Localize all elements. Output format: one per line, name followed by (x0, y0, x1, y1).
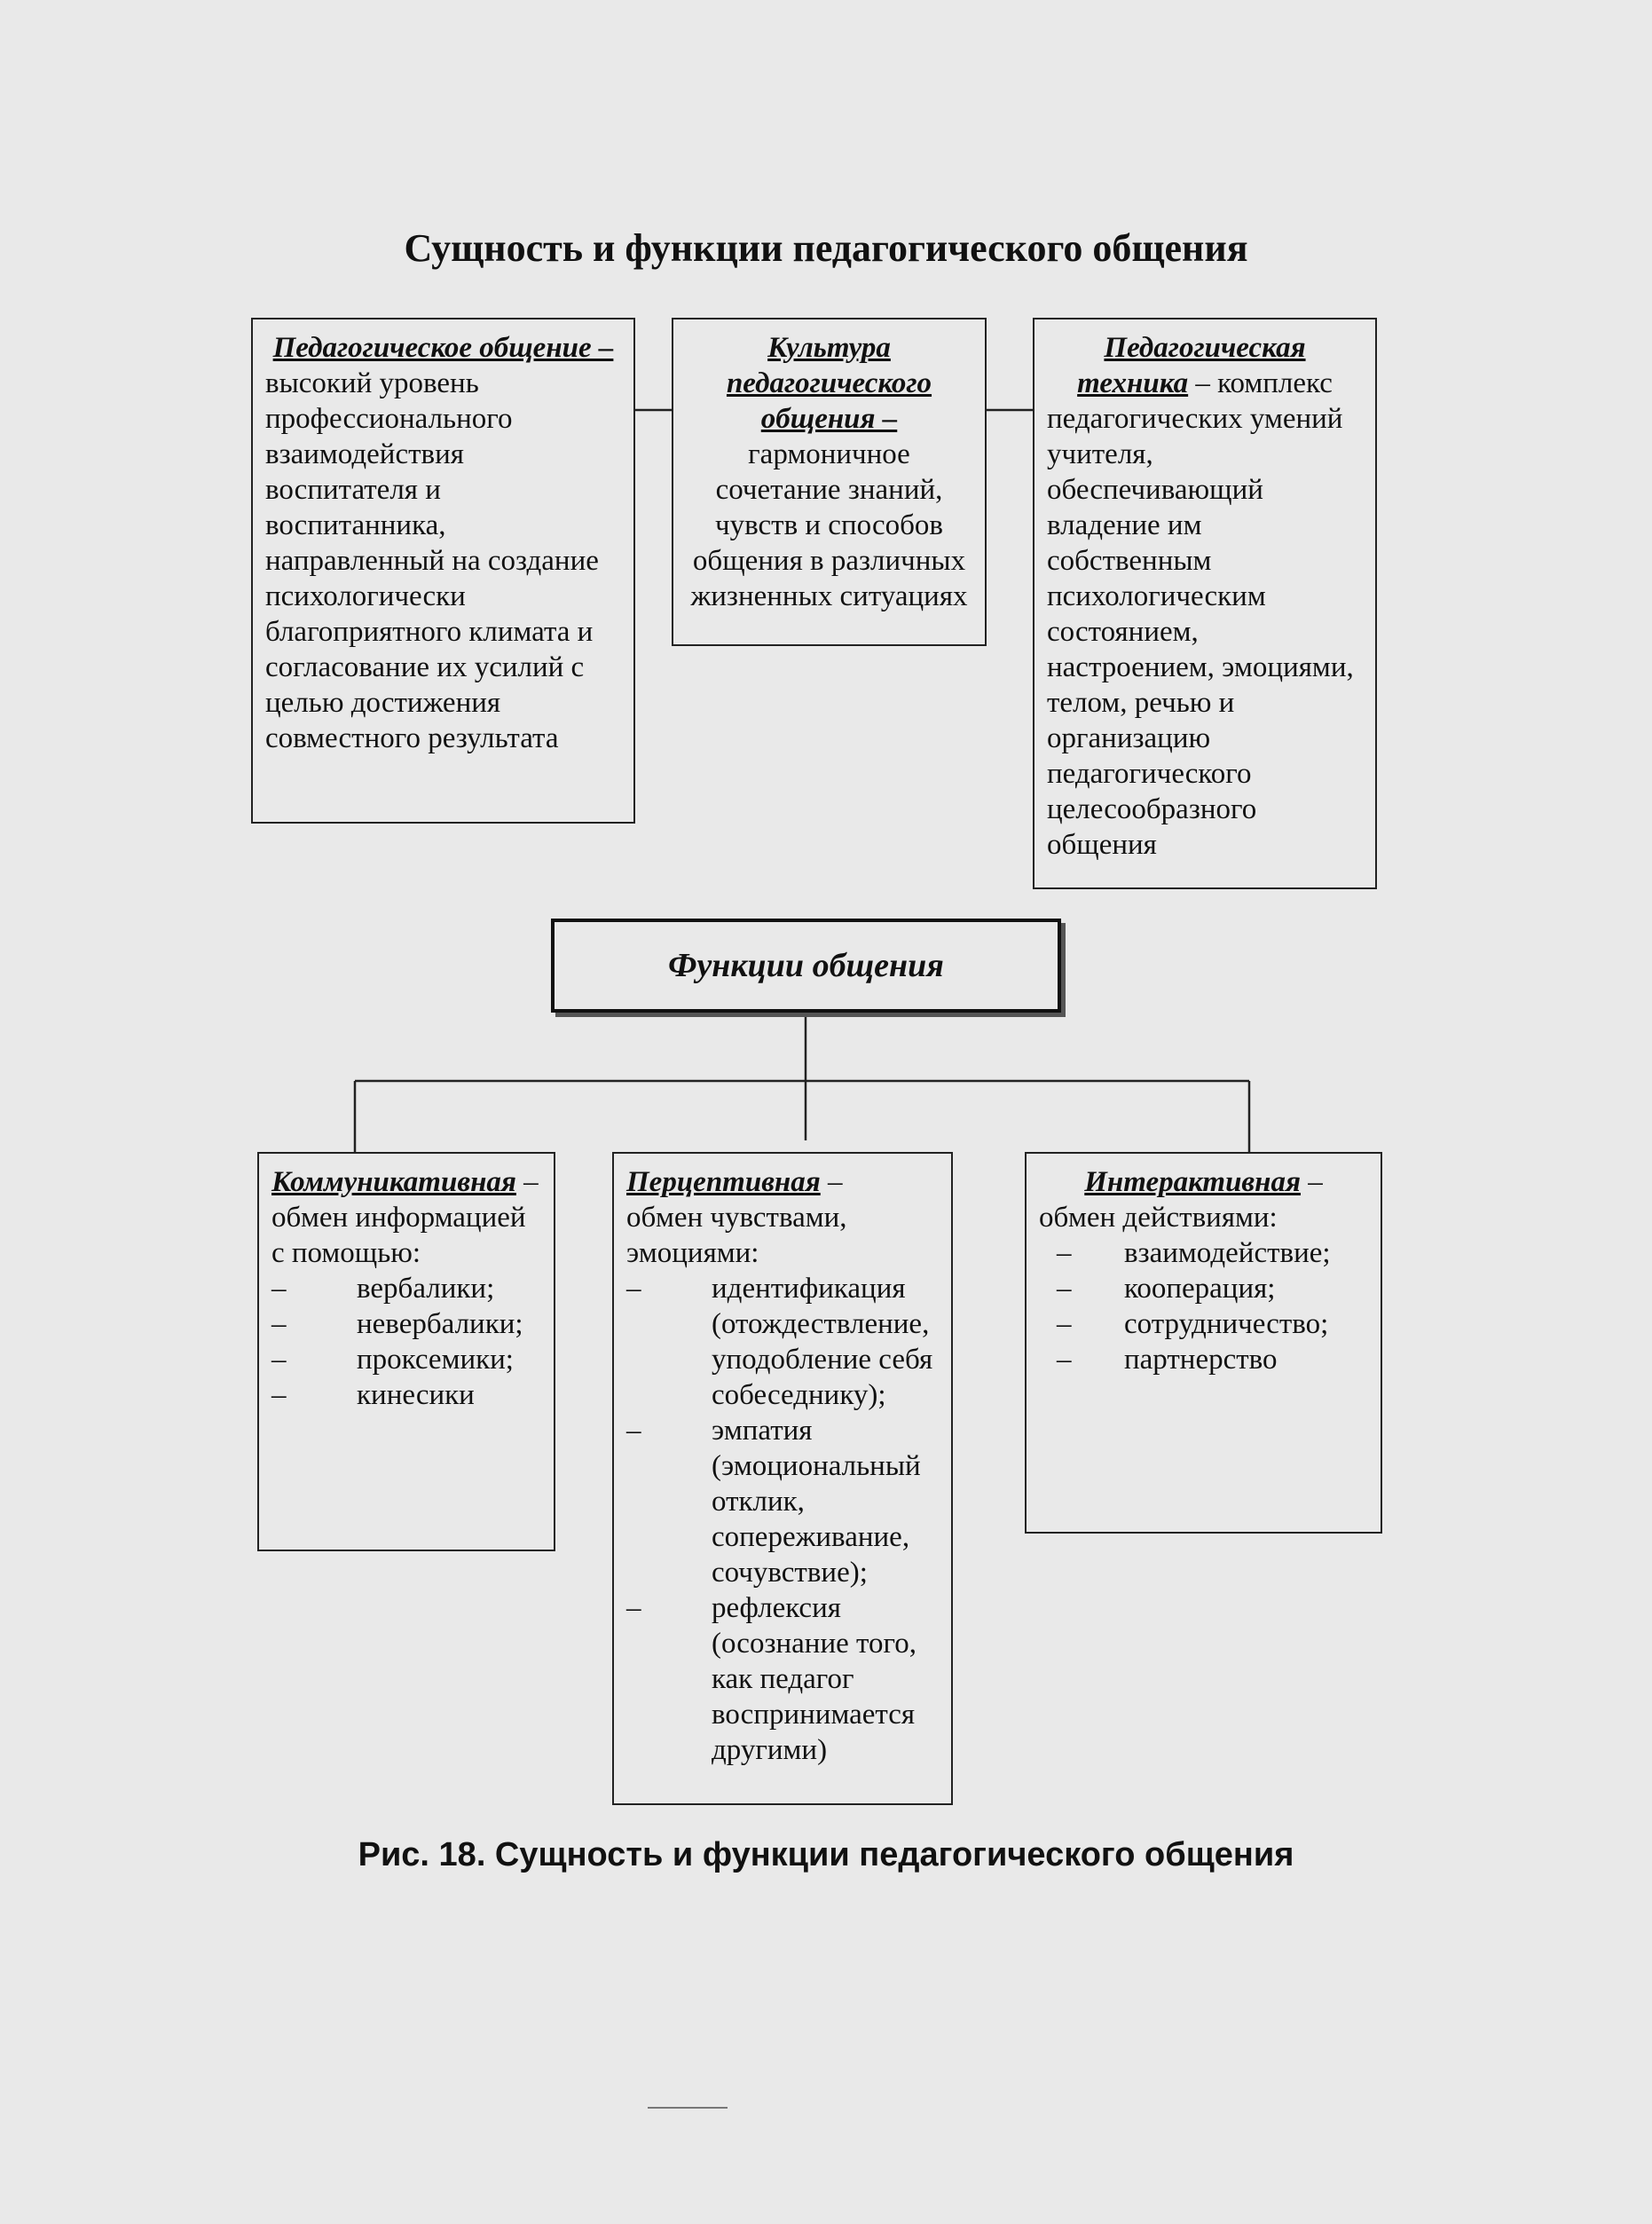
function-desc: обмен информацией с помощью: (271, 1202, 526, 1269)
function-desc: обмен чувствами, эмоциями: (626, 1202, 847, 1269)
definition-term: Педагогическое общение – (272, 332, 614, 364)
dash: – (271, 1308, 287, 1340)
list-item (626, 1590, 939, 1768)
item-text: кинесики (357, 1379, 475, 1411)
list-item (271, 1271, 541, 1306)
function-name-tail: – (820, 1166, 843, 1198)
list-item (271, 1342, 541, 1377)
definition-box-communication-culture (672, 318, 987, 646)
function-items (1039, 1235, 1368, 1377)
item-text: взаимодействие; (1124, 1237, 1331, 1269)
definition-text: гармоничное сочетание знаний, чувств и способов общения в различных жизненных ситуациях (690, 438, 968, 612)
function-name: Перцептивная (626, 1166, 821, 1198)
definition-text: высокий уровень профессионального взаимодействия воспитателя и воспитанника, направленный на создание психологически благоприятного климата и согласование их усилий с целью достижения совместного результата (265, 367, 599, 754)
dash: – (626, 1415, 641, 1447)
list-item (1039, 1342, 1368, 1377)
item-text: идентификация (отождествление, уподобление себя собеседнику); (712, 1273, 933, 1411)
footer-rule (648, 2107, 728, 2109)
dash: – (271, 1273, 287, 1305)
dash: – (271, 1344, 287, 1376)
dash: – (626, 1273, 641, 1305)
list-item (1039, 1306, 1368, 1342)
dash: – (626, 1592, 641, 1624)
definition-term: Культура педагогического общения – (726, 332, 932, 435)
function-name: Коммуникативная (271, 1166, 516, 1198)
definition-box-pedagogical-communication (251, 318, 635, 824)
dash: – (271, 1379, 287, 1411)
list-item (1039, 1271, 1368, 1306)
item-text: кооперация; (1124, 1273, 1276, 1305)
dash: – (1057, 1308, 1072, 1340)
definition-text: педагогических умений учителя, обеспечивающий владение им собственным психологическим состоянием, настроением, эмоциями, телом, речью и организацию педагогического целесообразного общения (1047, 403, 1354, 861)
function-name: Интерактивная (1084, 1166, 1301, 1198)
function-box-perceptive (612, 1152, 953, 1805)
list-item (271, 1377, 541, 1413)
function-box-interactive (1025, 1152, 1382, 1534)
functions-box (551, 919, 1061, 1013)
function-name-tail: – (515, 1166, 539, 1198)
item-text: вербалики; (357, 1273, 495, 1305)
item-text: эмпатия (эмоциональный отклик, сопереживание, сочувствие); (712, 1415, 921, 1589)
functions-title: Функции общения (668, 947, 944, 984)
diagram-title: Сущность и функции педагогического общения (404, 226, 1248, 270)
function-items (626, 1271, 939, 1768)
dash: – (1057, 1344, 1072, 1376)
dash: – (1057, 1273, 1072, 1305)
function-box-communicative (257, 1152, 555, 1551)
item-text: сотрудничество; (1124, 1308, 1329, 1340)
item-text: рефлексия (осознание того, как педагог воспринимается другими) (712, 1592, 916, 1766)
item-text: партнерство (1124, 1344, 1278, 1376)
list-item (626, 1271, 939, 1413)
function-desc: обмен действиями: (1039, 1202, 1278, 1234)
dash: – (1057, 1237, 1072, 1269)
definition-term: Педагогическая техника (1077, 332, 1306, 399)
item-text: проксемики; (357, 1344, 514, 1376)
item-text: невербалики; (357, 1308, 523, 1340)
figure-caption: Рис. 18. Сущность и функции педагогического общения (358, 1836, 1294, 1873)
function-name-tail: – (1301, 1166, 1323, 1198)
list-item (1039, 1235, 1368, 1271)
list-item (626, 1413, 939, 1590)
function-items (271, 1271, 541, 1413)
list-item (271, 1306, 541, 1342)
definition-term-tail: – комплекс (1188, 367, 1333, 399)
definition-box-pedagogical-technique (1033, 318, 1377, 889)
